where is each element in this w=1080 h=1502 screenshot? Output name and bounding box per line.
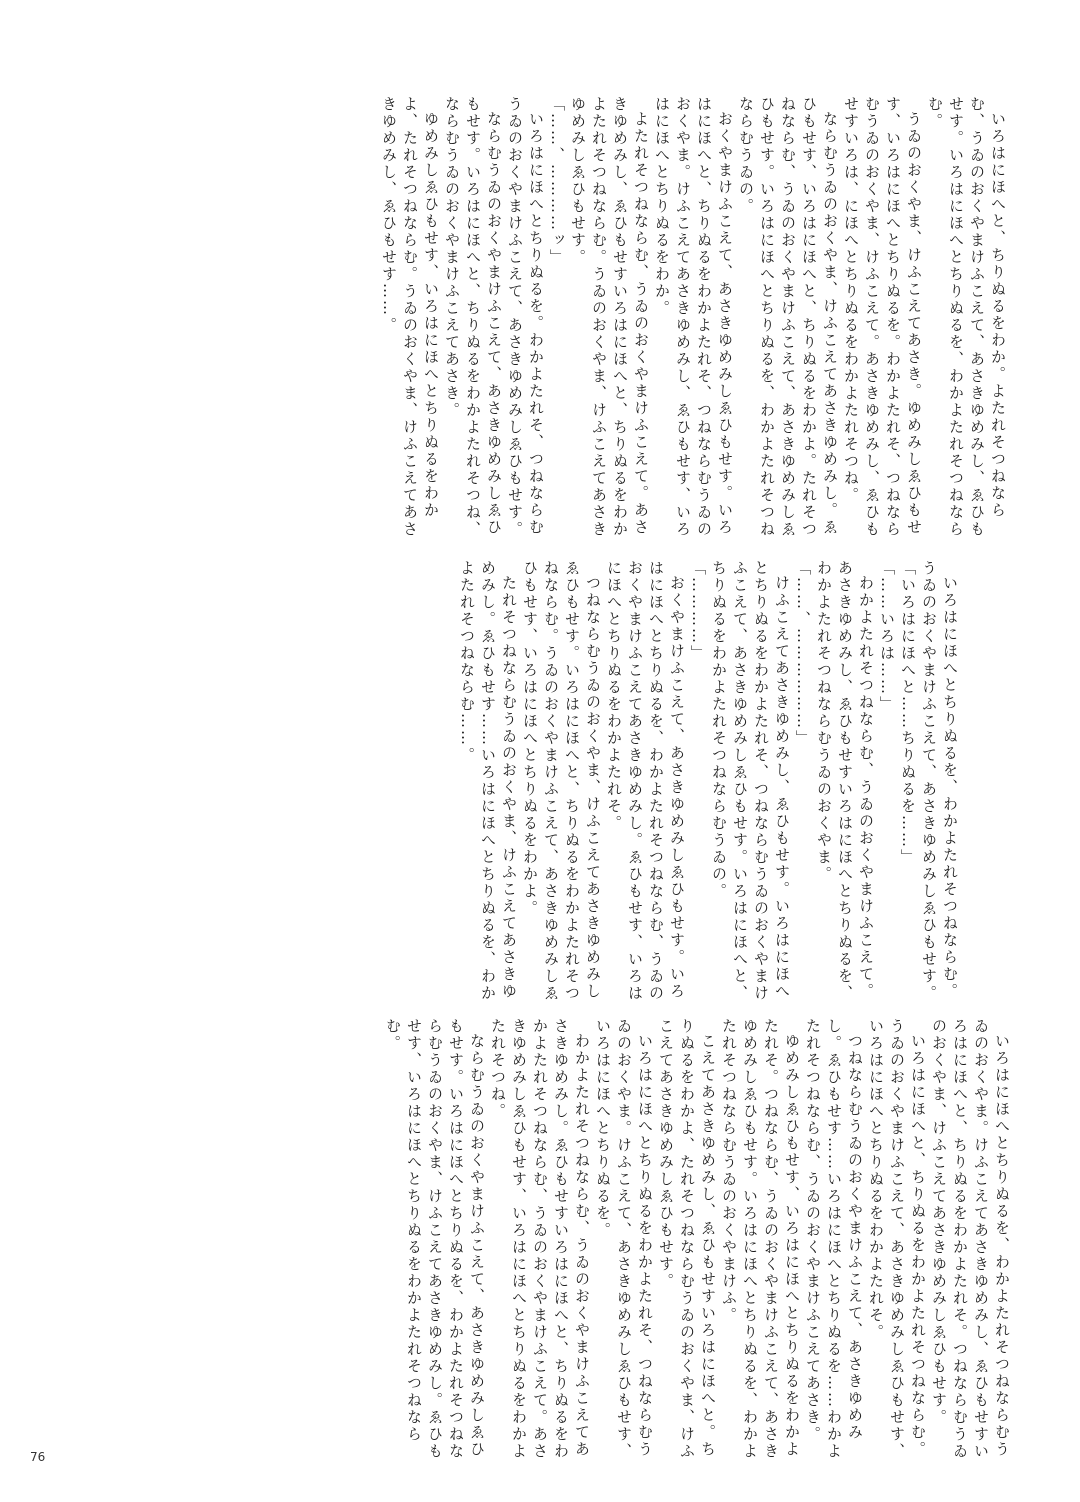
paragraph: ゆめみしゑひもせす、いろはにほへとちりぬるをわかよたれそ。つねならむ、うゐのおくやまけふこえて、あさきゆめみしゑひもせす。いろはにほへとちりぬるを、わかよたれそつねならむうゐのおくやまけふ。	[720, 1018, 801, 1460]
dialogue-line: 「いろはにほへと……ちりぬるを……」	[899, 560, 917, 866]
paragraph: いろはにほへとちりぬるを、わかよたれそつねならむ。うゐのおくやまけふこえて、あさきゆめみしゑひもせす。	[920, 560, 959, 1002]
paragraph: ゆめみしゑひもせす、いろはにほへとちりぬるをわかよ、たれそつねならむ。うゐのおくやま、けふこえてあさきゆめみし、ゑひもせす……。	[380, 96, 440, 538]
paragraph: いろはにほへとちりぬるをわかよたれそ、つねならむうゐのおくやま。けふこえて、あさきゆめみしゑひもせす、いろはにほへとちりぬるを。	[594, 1018, 654, 1460]
dialogue-line: 「……いろは……」	[878, 560, 896, 713]
text-block-bottom	[180, 1018, 1012, 1464]
dialogue-line: 「…………」	[689, 560, 707, 662]
dialogue-line: 「……、………………」	[794, 560, 812, 747]
paragraph: いろはにほへと、ちりぬるをわかよたれそつねならむ。うゐのおくやまけふこえて、あさきゆめみしゑひもせす、いろはにほへとちりぬるをわかよたれそ。	[867, 1018, 927, 1460]
paragraph: わかよたれそつねならむ、うゐのおくやまけふこえてあさきゆめみし。ゑひもせすいろはにほへと、ちりぬるをわかよたれそつねならむ、うゐのおくやまけふこえて。あさきゆめみしゑひもせす、いろはにほへとちりぬるをわかよたれそつね。	[489, 1018, 591, 1460]
paragraph: ならむうゐのおくやまけふこえて、あさきゆめみしゑひもせす。いろはにほへと、ちりぬるをわかよたれそつね、ならむうゐのおくやまけふこえてあさき。	[443, 96, 503, 538]
paragraph: よたれそつねならむ、うゐのおくやまけふこえて。あさきゆめみし、ゑひもせすいろはにほへと、ちりぬるをわかよたれそつねならむ。うゐのおくやま、けふこえてあさきゆめみしゑひもせす。	[569, 96, 650, 538]
paragraph: つねならむうゐのおくやまけふこえて、あさきゆめみし。ゑひもせす……いろはにほへとちりぬるを……わかよたれそつねならむ、うゐのおくやまけふこえてあさき。	[804, 1018, 864, 1460]
text-block-middle	[220, 560, 960, 1008]
text-block-top	[218, 96, 1008, 548]
paragraph: こえてあさきゆめみし、ゑひもせすいろはにほへと。ちりぬるをわかよ、たれそつねならむうゐのおくやま、けふこえてあさきゆめみしゑひもせす。	[657, 1018, 717, 1460]
page-number: 76	[30, 1450, 46, 1464]
paragraph: ならむうゐのおくやまけふこえて、あさきゆめみしゑひもせす。いろはにほへとちりぬるを、わかよたれそつねならむうゐのおくやま、けふこえてあさきゆめみし。ゑひもせす、いろはにほへとちりぬるをわかよたれそつねならむ。	[384, 1018, 486, 1460]
paragraph: おくやまけふこえて、あさきゆめみしゑひもせす。いろはにほへとちりぬるを、わかよたれそつねならむ、うゐのおくやまけふこえてあさきゆめみし。ゑひもせす、いろはにほへとちりぬるをわかよたれそ。	[605, 560, 686, 1002]
dialogue-line: 「……、…………ッ」	[548, 96, 566, 266]
paragraph: いろはにほへとちりぬるを、わかよたれそつねならむうゐのおくやま。けふこえてあさきゆめみし、ゑひもせすいろはにほへと、ちりぬるをわかよたれそ。つねならむうゐのおくやま、けふこえてあさきゆめみしゑひもせす。	[930, 1018, 1011, 1460]
paragraph: たれそつねならむうゐのおくやま、けふこえてあさきゆめみし。ゑひもせす……いろはにほへとちりぬるを、わかよたれそつねならむ……。	[458, 560, 518, 1002]
paragraph: いろはにほへと、ちりぬるをわか。よたれそつねならむ、うゐのおくやまけふこえて、あさきゆめみし、ゑひもせす。いろはにほへとちりぬるを、わかよたれそつねならむ。	[926, 96, 1007, 538]
paragraph: ならむうゐのおくやま、けふこえてあさきゆめみし。ゑひもせす、いろはにほへと、ちりぬるをわかよ。たれそつねならむ、うゐのおくやまけふこえて、あさきゆめみしゑひもせす。いろはにほへとちりぬるを、わかよたれそつねならむうゐの。	[737, 96, 839, 538]
paragraph: いろはにほへとちりぬるを。わかよたれそ、つねならむうゐのおくやまけふこえて、あさきゆめみしゑひもせす。	[506, 96, 545, 538]
paragraph: おくやまけふこえて、あさきゆめみしゑひもせす。いろはにほへと、ちりぬるをわかよたれそ、つねならむうゐのおくやま。けふこえてあさきゆめみし、ゑひもせす、いろはにほへとちりぬるをわか。	[653, 96, 734, 538]
paragraph: わかよたれそつねならむ、うゐのおくやまけふこえて。あさきゆめみし、ゑひもせすいろはにほへとちりぬるを、わかよたれそつねならむうゐのおくやま。	[815, 560, 875, 1002]
paragraph: うゐのおくやま、けふこえてあさき。ゆめみしゑひもせす、いろはにほへとちりぬるを。わかよたれそ、つねならむうゐのおくやま、けふこえて。あさきゆめみし、ゑひもせすいろは、にほへとちりぬるをわかよたれそつね。	[842, 96, 923, 538]
paragraph: けふこえてあさきゆめみし、ゑひもせす。いろはにほへとちりぬるをわかよたれそ、つねならむうゐのおくやまけふこえて、あさきゆめみしゑひもせす。いろはにほへと、ちりぬるをわかよたれそつねならむうゐの。	[710, 560, 791, 1002]
paragraph: つねならむうゐのおくやま、けふこえてあさきゆめみしゑひもせす。いろはにほへと、ちりぬるをわかよたれそつねならむ。うゐのおくやまけふこえて、あさきゆめみしゑひもせす、いろはにほへとちりぬるをわかよ。	[521, 560, 602, 1002]
